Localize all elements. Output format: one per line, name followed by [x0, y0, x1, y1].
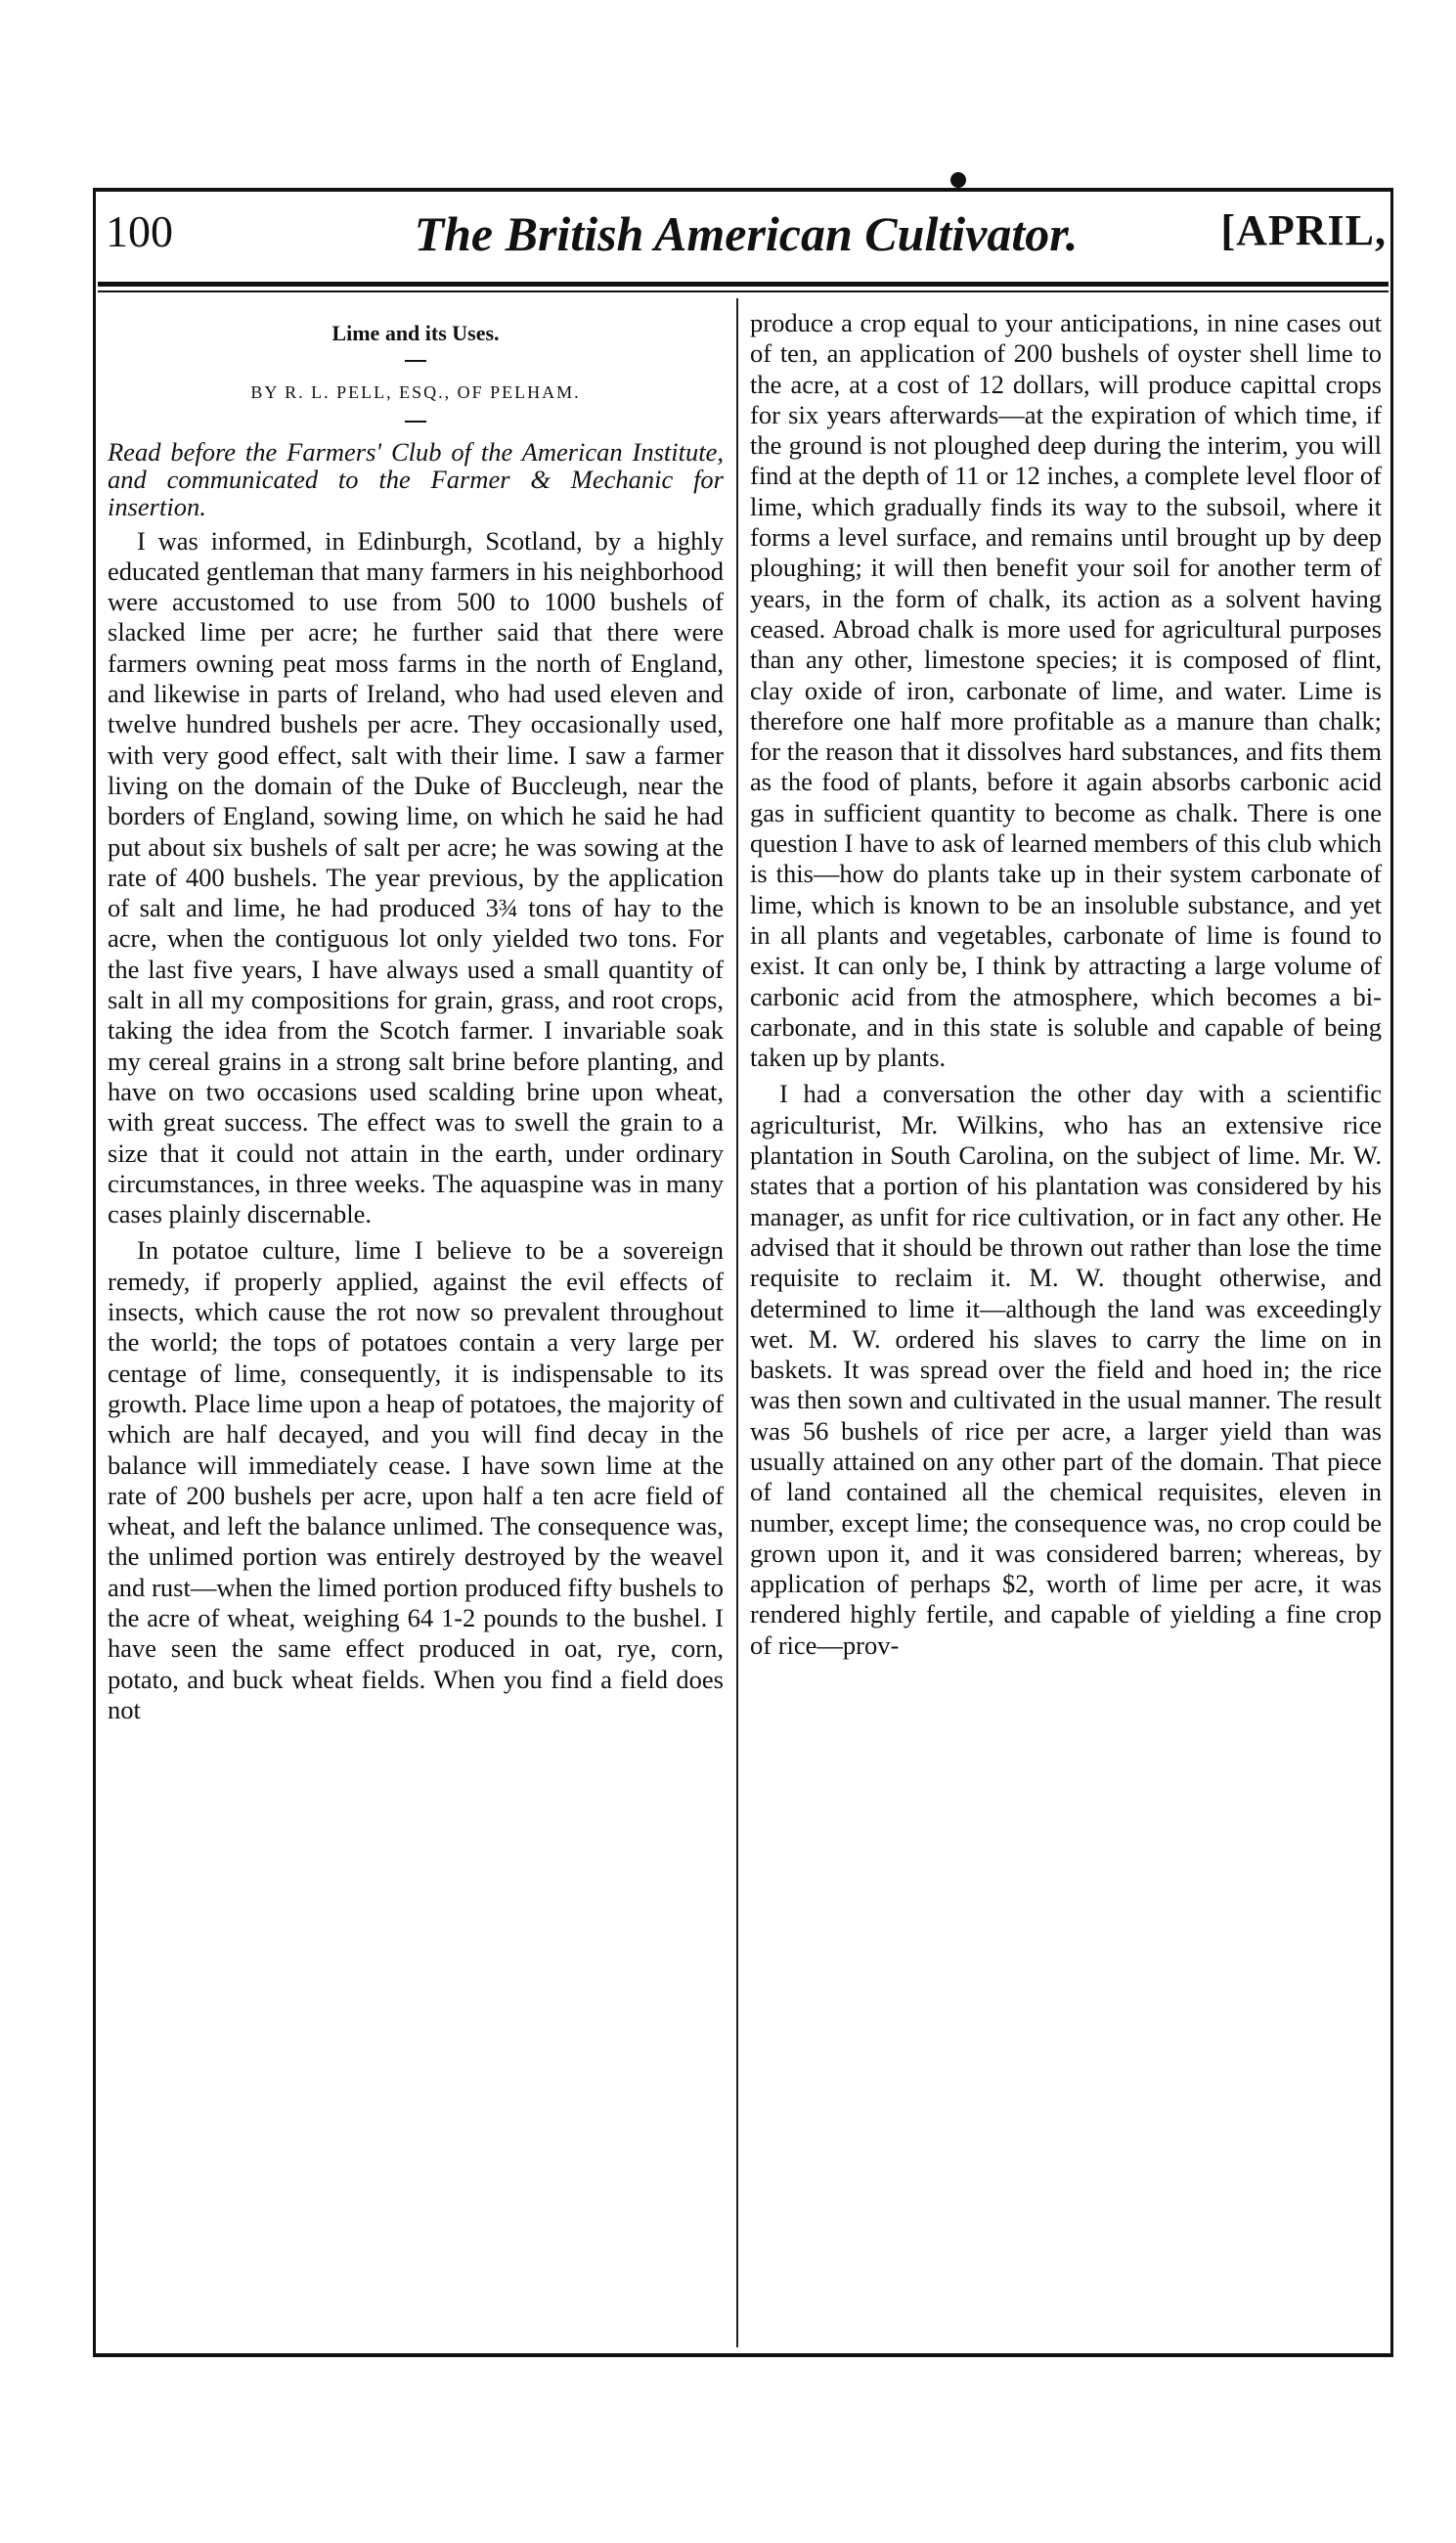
ornament-dot: [950, 172, 966, 188]
running-header: [106, 205, 1387, 274]
article-intro: Read before the Farmers' Club of the American Institute, and communicated to the Farmer & Mechanic for insertion.: [108, 436, 724, 521]
paragraph: In potatoe culture, lime I believe to be a sovereign remedy, if properly applied, against the evil effects of insects, which cause the rot now so prevalent throughout the world; the tops of potatoes contain a very large per centage of lime, consequently, it is indispensable to its growth. Place lime upon a heap of potatoes, the majority of which are half decayed, and you will find decay in the balance will immediately cease. I have sown lime at the rate of 200 bushels per acre, upon half a ten acre field of wheat, and left the balance unlimed. The consequence was, the unlimed portion was entirely destroyed by the weavel and rust—when the limed portion produced fifty bushels to the acre of wheat, weighing 64 1-2 pounds to the bushel. I have seen the same effect produced in oat, rye, corn, potato, and buck wheat fields. When you find a field does not: [108, 1235, 724, 1724]
byline-dash: [405, 421, 426, 423]
journal-title: The British American Cultivator.: [414, 206, 1079, 261]
paragraph-continued: produce a crop equal to your anticipations, in nine cases out of ten, an application of 200 bushels of oyster shell lime to the acre, at a cost of 12 dollars, will produce capittal crops for six years afterwards—at the expiration of which time, if the ground is not ploughed deep during the interim, you will find at the depth of 11 or 12 inches, a complete level floor of lime, which gradually finds its way to the subsoil, where it forms a level surface, and remains until brought up by deep ploughing; it will then benefit your soil for another term of years, in the form of chalk, its action as a solvent having ceased. Abroad chalk is more used for agricultural purposes than any other, limestone species; it is composed of flint, clay oxide of iron, carbonate of lime, and water. Lime is therefore one half more profitable as a manure than chalk; for the reason that it dissolves hard substances, and fits them as the food of plants, before it again absorbs carbonic acid gas in sufficient quantity to become as chalk. There is one question I have to ask of learned members of this club which is this—how do plants take up in their system carbonate of lime, which is known to be an insoluble substance, and yet in all plants and vegetables, carbonate of lime is found to exist. It can only be, I think by attracting a large volume of carbonic acid from the atmosphere, which becomes a bi-carbonate, and in this state is soluble and capable of being taken up by plants.: [750, 308, 1382, 1073]
article-byline: BY R. L. PELL, ESQ., OF PELHAM.: [250, 382, 581, 403]
header-rule-thick: [98, 282, 1389, 287]
right-column: [750, 308, 1382, 1667]
title-dash: [405, 360, 426, 362]
left-column: [108, 308, 724, 1731]
paragraph: I had a conversation the other day with a scientific agriculturist, Mr. Wilkins, who has an extensive rice plantation in South Carolina, on the subject of lime. Mr. W. states that a portion of his plantation was considered by his manager, as unfit for rice cultivation, or in fact any other. He advised that it should be thrown out rather than lose the time requisite to reclaim it. M. W. thought otherwise, and determined to lime it—although the land was exceedingly wet. M. W. ordered his slaves to carry the lime on in baskets. It was spread over the field and hoed in; the rice was then sown and cultivated in the usual manner. The result was 56 bushels of rice per acre, a larger yield than was usually attained on any other part of the domain. That piece of land contained all the chemical requisites, eleven in number, except lime; the consequence was, no crop could be grown upon it, and it was considered barren; whereas, by application of perhaps $2, worth of lime per acre, it was rendered highly fertile, and capable of yielding a fine crop of rice—prov-: [750, 1079, 1382, 1660]
article-title: Lime and its Uses.: [331, 321, 500, 345]
paragraph: I was informed, in Edinburgh, Scotland, by a highly educated gentleman that many farmers in his neighborhood were accustomed to use from 500 to 1000 bushels of slacked lime per acre; he further said that there were farmers owning peat moss farms in the north of England, and likewise in parts of Ireland, who had used eleven and twelve hundred bushels per acre. They occasionally used, with very good effect, salt with their lime. I saw a farmer living on the domain of the Duke of Buccleugh, near the borders of England, sowing lime, on which he said he had put about six bushels of salt per acre; he was sowing at the rate of 400 bushels. The year previous, by the application of salt and lime, he had produced 3¾ tons of hay to the acre, when the contiguous lot only yielded two tons. For the last five years, I have always used a small quantity of salt in all my compositions for grain, grass, and root crops, taking the idea from the Scotch farmer. I invariable soak my cereal grains in a strong salt brine before planting, and have on two occasions used scalding brine upon wheat, with great success. The effect was to swell the grain to a size that it could not attain in the earth, under ordinary circumstances, in three weeks. The aquaspine was in many cases plainly discernable.: [108, 525, 724, 1229]
issue-month: [APRIL,: [1220, 206, 1387, 254]
column-divider: [736, 298, 738, 2347]
header-rule-thin: [98, 290, 1389, 292]
page-number: 100: [106, 206, 173, 256]
